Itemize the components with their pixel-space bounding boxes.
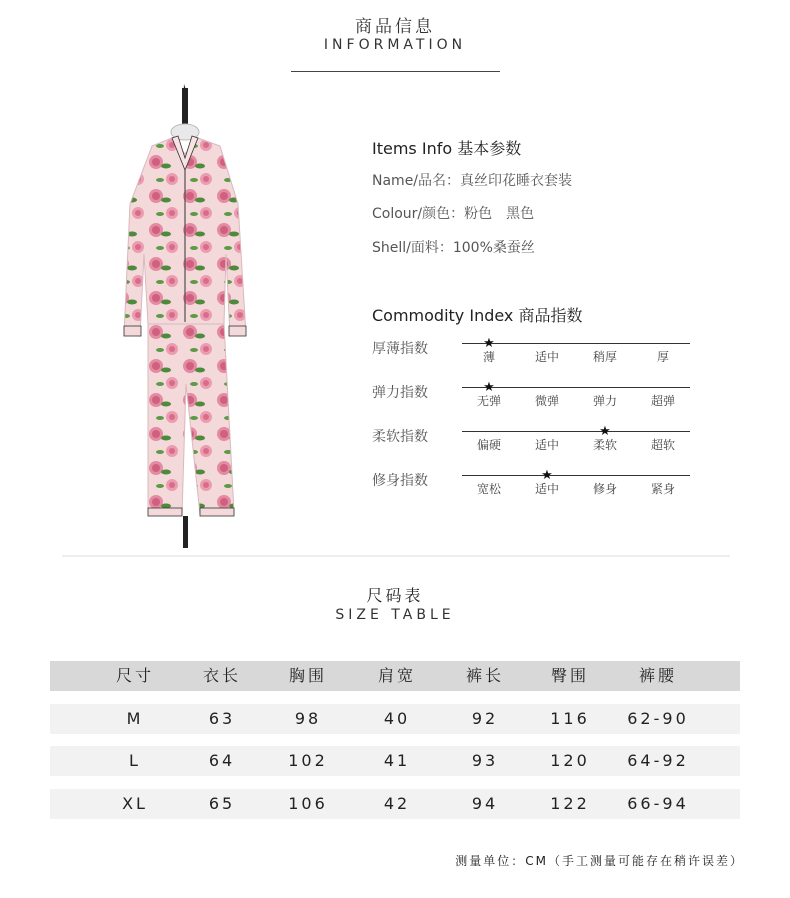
- size-table-header-cell: 尺寸: [115, 666, 154, 685]
- index-label: 厚薄指数: [372, 341, 428, 357]
- selected-star-icon: ★: [541, 468, 553, 483]
- size-table-row: [50, 704, 740, 734]
- selected-star-icon: ★: [483, 380, 495, 395]
- size-table-cell: 93: [471, 751, 499, 770]
- size-table-header: [50, 661, 740, 691]
- index-option: 弹力: [592, 394, 617, 408]
- size-table-header-cell: 胸围: [288, 666, 327, 685]
- size-table-header-cell: 裤腰: [638, 666, 677, 685]
- index-option: 稍厚: [592, 350, 617, 364]
- index-label: 修身指数: [372, 473, 428, 489]
- size-table-title-cn: 尺码表: [366, 586, 424, 605]
- index-option: 紧身: [650, 482, 675, 496]
- size-table-cell: 63: [208, 709, 236, 728]
- index-option: 修身: [592, 482, 617, 496]
- size-table-cell: 116: [550, 709, 590, 728]
- size-table-cell: 106: [288, 794, 328, 813]
- index-option: 柔软: [592, 438, 617, 452]
- size-table-cell: 66-94: [627, 794, 689, 813]
- item-colour: Colour/颜色：粉色 黑色: [372, 206, 535, 222]
- pajama-illustration: [112, 84, 270, 548]
- size-table-row: [50, 789, 740, 819]
- item-name: Name/品名：真丝印花睡衣套装: [372, 173, 573, 189]
- size-table-title-en: SIZE TABLE: [335, 607, 455, 623]
- size-table-row: [50, 746, 740, 776]
- size-table-cell: M: [126, 709, 144, 728]
- measurement-note: 测量单位：CM（手工测量可能存在稍许误差）: [455, 854, 744, 868]
- size-table-cell: 120: [550, 751, 590, 770]
- index-option: 偏硬: [476, 438, 501, 452]
- size-table-cell: 40: [383, 709, 411, 728]
- index-label: 弹力指数: [372, 385, 428, 401]
- size-table-header-cell: 衣长: [202, 666, 241, 685]
- index-option: 适中: [534, 438, 559, 452]
- size-table-cell: XL: [122, 794, 148, 813]
- information-title-en: INFORMATION: [323, 37, 467, 53]
- index-scale-line: [462, 431, 690, 432]
- size-table-cell: 64: [208, 751, 236, 770]
- size-table-cell: 92: [471, 709, 499, 728]
- index-option: 宽松: [476, 482, 501, 496]
- header-divider: [291, 71, 500, 72]
- index-option: 薄: [482, 350, 495, 364]
- index-option: 厚: [656, 350, 669, 364]
- item-shell: Shell/面料：100%桑蚕丝: [372, 240, 535, 256]
- information-title-cn: 商品信息: [355, 17, 435, 37]
- size-table-cell: 42: [383, 794, 411, 813]
- size-table-cell: 64-92: [627, 751, 689, 770]
- product-image: [112, 84, 270, 548]
- index-option: 适中: [534, 482, 559, 496]
- section-divider: [62, 555, 730, 557]
- size-table-cell: 41: [383, 751, 411, 770]
- size-table-cell: 102: [288, 751, 328, 770]
- size-table-cell: 94: [471, 794, 499, 813]
- items-info-title: Items Info 基本参数: [372, 139, 522, 158]
- index-option: 无弹: [476, 394, 501, 408]
- selected-star-icon: ★: [599, 424, 611, 439]
- commodity-index-title: Commodity Index 商品指数: [372, 306, 583, 325]
- size-table-cell: 98: [294, 709, 322, 728]
- size-table-header-cell: 肩宽: [377, 666, 416, 685]
- size-table-cell: 65: [208, 794, 236, 813]
- size-table-cell: L: [129, 751, 141, 770]
- index-option: 超软: [650, 438, 675, 452]
- size-table-header-cell: 臀围: [550, 666, 589, 685]
- index-option: 超弹: [650, 394, 675, 408]
- size-table-cell: 122: [550, 794, 590, 813]
- size-table-header-cell: 裤长: [465, 666, 504, 685]
- index-option: 适中: [534, 350, 559, 364]
- index-scale-line: [462, 475, 690, 476]
- selected-star-icon: ★: [483, 336, 495, 351]
- index-option: 微弹: [534, 394, 559, 408]
- index-label: 柔软指数: [372, 429, 428, 445]
- size-table-cell: 62-90: [627, 709, 689, 728]
